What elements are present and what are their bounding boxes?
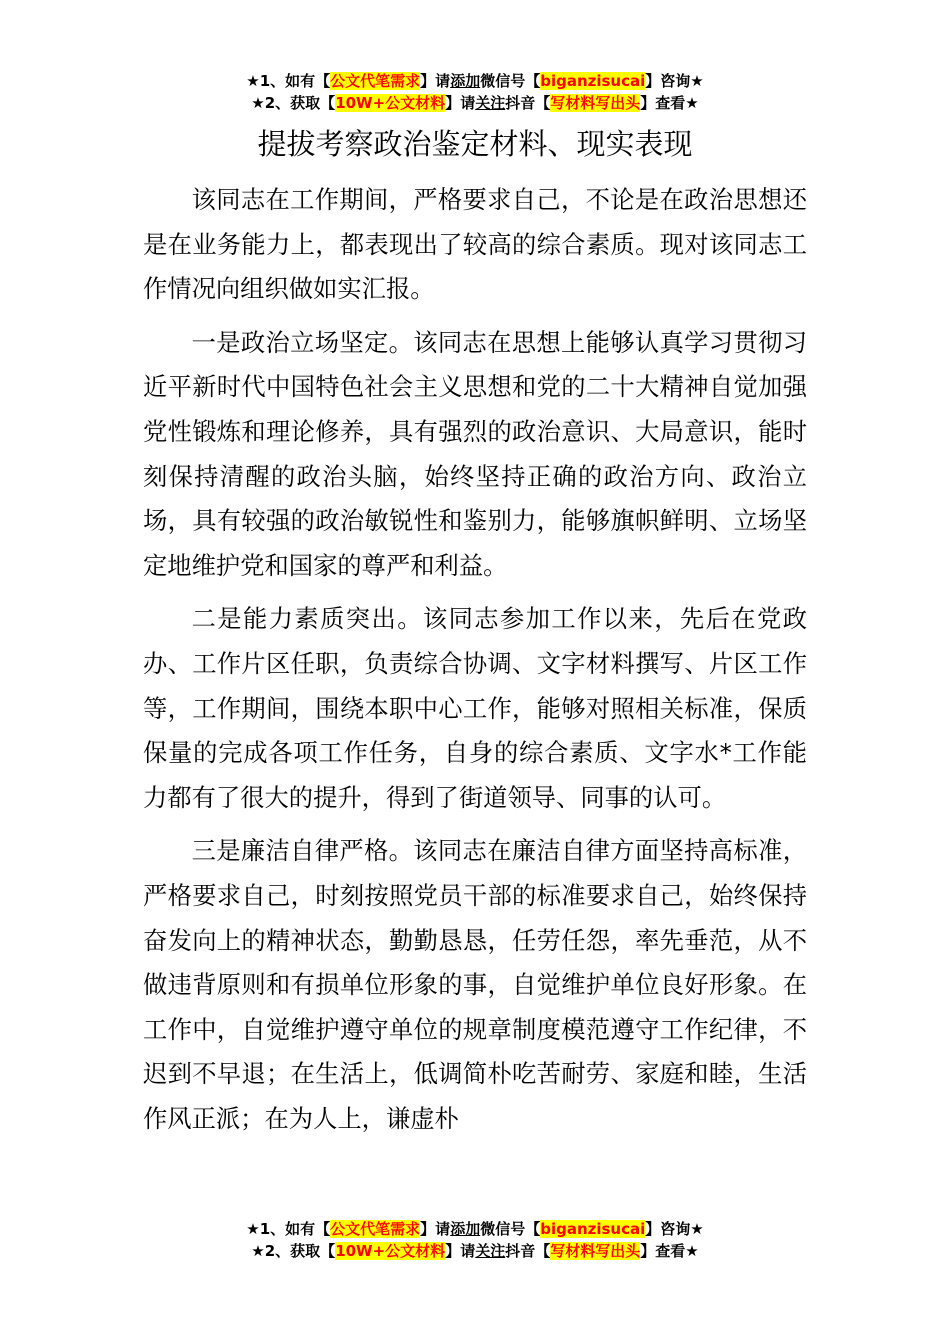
highlight-wechat-id: biganzisucai bbox=[540, 72, 646, 90]
footer-banner bbox=[0, 1218, 950, 1262]
paragraph: 二是能力素质突出。该同志参加工作以来，先后在党政办、工作片区任职，负责综合协调、文字材料撰写、片区工作等，工作期间，围绕本职中心工作，能够对照相关标准，保质保量的完成各项工作任务，自身的综合素质、文字水*工作能力都有了很大的提升，得到了街道领导、同事的认可。 bbox=[143, 604, 807, 812]
highlight-wechat-id: biganzisucai bbox=[540, 1220, 646, 1238]
paragraph: 一是政治立场坚定。该同志在思想上能够认真学习贯彻习近平新时代中国特色社会主义思想和党的二十大精神自觉加强党性锻炼和理论修养，具有强烈的政治意识、大局意识，能时刻保持清醒的政治头脑，始终坚持正确的政治方向、政治立场，具有较强的政治敏锐性和鉴别力，能够旗帜鲜明、立场坚定地维护党和国家的尊严和利益。 bbox=[143, 327, 807, 580]
highlight-service: 公文代笔需求 bbox=[330, 1220, 421, 1238]
paragraph: 该同志在工作期间，严格要求自己，不论是在政治思想还是在业务能力上，都表现出了较高的综合素质。现对该同志工作情况向组织做如实汇报。 bbox=[143, 185, 807, 304]
header-banner bbox=[0, 70, 950, 114]
highlight-materials: 10W+公文材料 bbox=[335, 1242, 446, 1260]
document-body bbox=[143, 178, 807, 1141]
highlight-douyin-account: 写材料写出头 bbox=[550, 94, 641, 112]
banner-line-2: ★2、获取【10W+公文材料】请关注抖音【写材料写出头】查看★ bbox=[251, 94, 699, 112]
document-title: 提拔考察政治鉴定材料、现实表现 bbox=[257, 127, 693, 161]
highlight-materials: 10W+公文材料 bbox=[335, 94, 446, 112]
banner-line-1: ★1、如有【公文代笔需求】请添加微信号【biganzisucai】咨询★ bbox=[246, 1220, 704, 1238]
banner-line-2: ★2、获取【10W+公文材料】请关注抖音【写材料写出头】查看★ bbox=[251, 1242, 699, 1260]
highlight-douyin-account: 写材料写出头 bbox=[550, 1242, 641, 1260]
highlight-service: 公文代笔需求 bbox=[330, 72, 421, 90]
paragraph: 三是廉洁自律严格。该同志在廉洁自律方面坚持高标准，严格要求自己，时刻按照党员干部的标准要求自己，始终保持奋发向上的精神状态，勤勤恳恳，任劳任怨，率先垂范，从不做违背原则和有损单位形象的事，自觉维护单位良好形象。在工作中，自觉维护遵守单位的规章制度模范遵守工作纪律，不迟到不早退；在生活上，低调简朴吃苦耐劳、家庭和睦，生活作风正派；在为人上，谦虚朴 bbox=[143, 836, 807, 1133]
banner-line-1: ★1、如有【公文代笔需求】请添加微信号【biganzisucai】咨询★ bbox=[246, 72, 704, 90]
